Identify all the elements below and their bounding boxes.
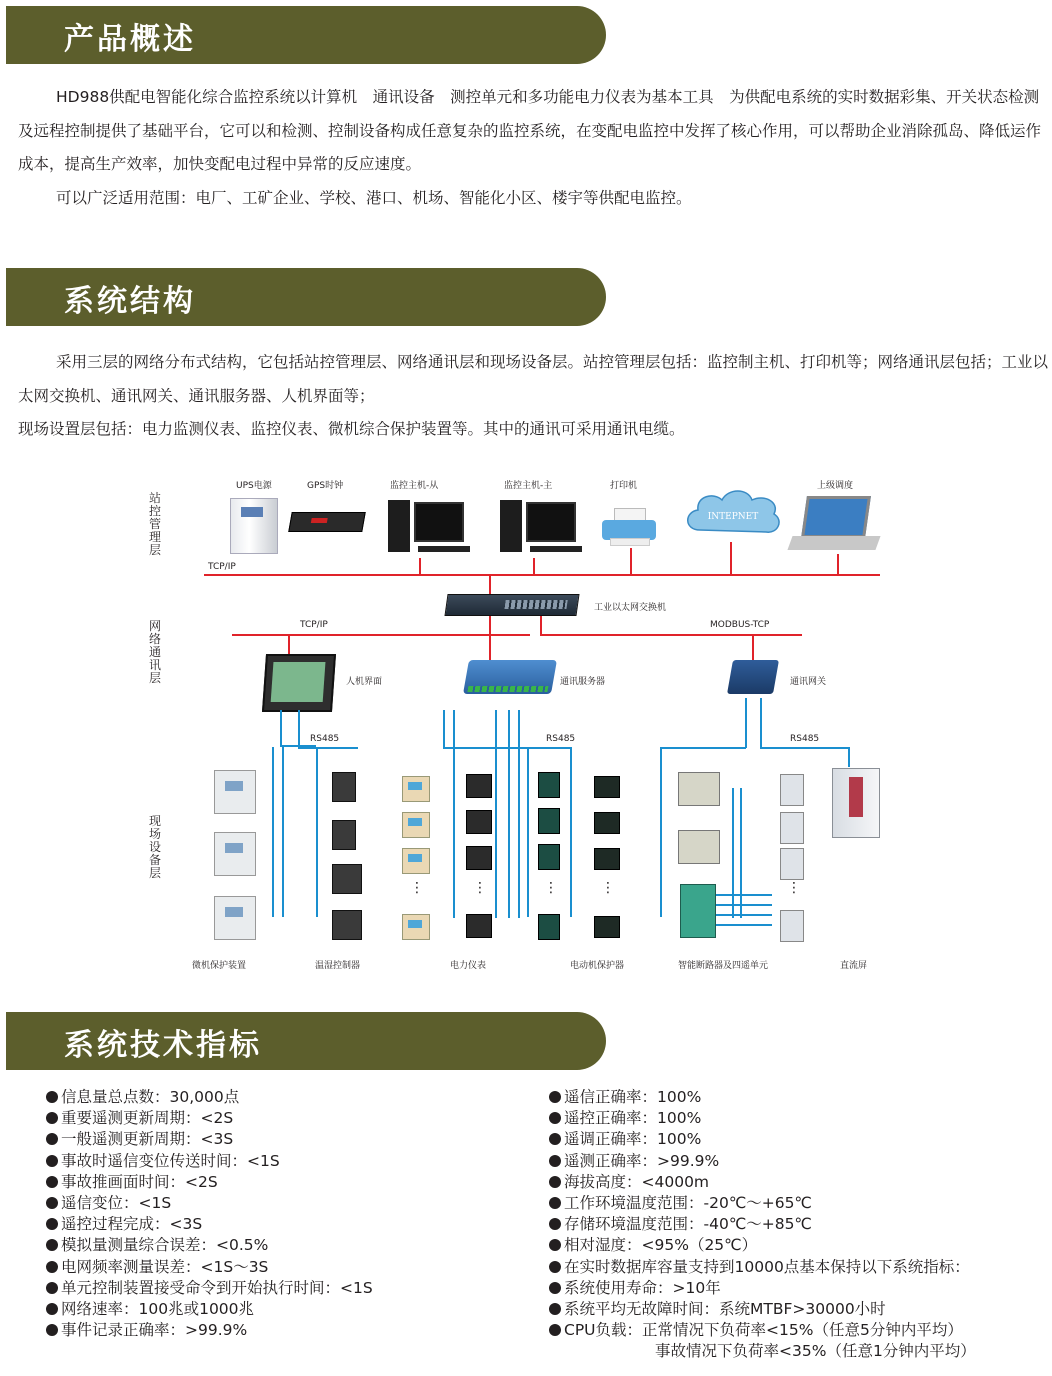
network-bus-right (540, 634, 802, 636)
bullet-icon (549, 1282, 561, 1294)
list-item (549, 1151, 976, 1172)
bullet-icon (46, 1133, 58, 1145)
device-label-ups: UPS电源 (236, 481, 272, 491)
layer-label-station: 站控管理层 (148, 491, 161, 557)
breaker-icon (680, 884, 716, 938)
laptop-icon (790, 496, 882, 554)
bus-drop (540, 616, 542, 636)
meter-icon (466, 810, 492, 834)
field-label-dc-panel: 直流屏 (840, 961, 868, 971)
meter-icon (538, 914, 560, 940)
spec-text: 电网频率测量误差：<1S～3S (61, 1257, 269, 1276)
bullet-icon (549, 1176, 561, 1188)
field-label-power-meter: 电力仪表 (450, 961, 487, 971)
bullet-icon (46, 1112, 58, 1124)
protocol-label: TCP/IP (208, 562, 236, 572)
rs485-line (660, 747, 746, 749)
paragraph: 现场设置层包括：电力监测仪表、监控仪表、微机综合保护装置等。其中的通讯可采用通讯电缆。 (18, 420, 685, 438)
bullet-icon (46, 1091, 58, 1103)
rs485-line (518, 747, 572, 749)
breaker-icon (780, 774, 804, 806)
cloud-icon (680, 486, 786, 542)
spec-text: 模拟量测量综合误差：<0.5% (61, 1236, 269, 1255)
bullet-icon (549, 1155, 561, 1167)
device-label-host-slave: 监控主机-从 (390, 481, 439, 491)
rs485-line (732, 788, 734, 918)
spec-text: 系统平均无故障时间：系统MTBF>30000小时 (564, 1300, 886, 1319)
list-item (549, 1299, 976, 1320)
protection-relay-icon (214, 896, 256, 940)
bus-drop (489, 616, 491, 636)
rs485-label: RS485 (546, 734, 576, 744)
meter-icon (538, 844, 560, 870)
meter-icon (332, 910, 362, 940)
spec-text: 遥信变位：<1S (61, 1194, 172, 1213)
bus-drop (630, 548, 632, 574)
spec-list-left (46, 1087, 373, 1341)
spec-text: 遥控过程完成：<3S (61, 1215, 203, 1234)
bullet-icon (549, 1197, 561, 1209)
rs485-line (443, 710, 445, 748)
bullet-icon (549, 1091, 561, 1103)
meter-icon (466, 846, 492, 870)
ups-icon (230, 498, 278, 554)
meter-icon (594, 776, 620, 798)
bullet-icon (46, 1155, 58, 1167)
network-bus-left (232, 634, 530, 636)
bullet-icon (549, 1133, 561, 1145)
meter-icon (402, 848, 430, 874)
meter-icon (332, 772, 356, 802)
meter-icon (466, 914, 492, 938)
section-title: 系统技术指标 (64, 1028, 262, 1063)
breaker-icon (780, 910, 804, 942)
list-item (46, 1278, 373, 1299)
list-item (549, 1235, 976, 1256)
meter-icon (402, 776, 430, 802)
list-item (46, 1257, 373, 1278)
rs485-line (518, 710, 520, 918)
paragraph: HD988供配电智能化综合监控系统以计算机 通讯设备 测控单元和多功能电力仪表为基本工具 为供配电系统的实时数据彩集、开关状态检测及远程控制提供了基础平台，它可以和检测、控制设备构成任意复杂的监控系统，在变配电监控中发挥了核心作用，可以帮助企业消除孤岛、降低运作成本，提高生产效率，加快变配电过程中异常的反应速度。 (18, 88, 1042, 173)
switch-icon (444, 594, 579, 616)
breaker-icon (678, 772, 720, 806)
bullet-icon (46, 1239, 58, 1251)
list-item (549, 1320, 976, 1341)
rs485-line (570, 747, 572, 917)
list-item (549, 1341, 976, 1362)
protocol-label: TCP/IP (300, 620, 328, 630)
spec-list-right (549, 1087, 976, 1363)
rs485-line (848, 747, 850, 767)
section-title: 系统结构 (64, 284, 196, 319)
rs485-line (660, 747, 662, 917)
rs485-line (298, 710, 300, 745)
spec-text: 网络速率：100兆或1000兆 (61, 1300, 255, 1319)
rs485-line (716, 904, 772, 906)
spec-text: 遥调正确率：100% (564, 1130, 702, 1149)
rs485-line (495, 710, 497, 918)
list-item (549, 1172, 976, 1193)
meter-icon (332, 864, 362, 894)
list-item (46, 1235, 373, 1256)
rs485-line (443, 747, 527, 749)
bullet-icon (46, 1303, 58, 1315)
device-label-host-master: 监控主机-主 (504, 481, 553, 491)
rs485-line (508, 710, 510, 918)
bus-drop (837, 554, 839, 574)
device-label-printer: 打印机 (610, 481, 638, 491)
structure-text (18, 346, 1048, 447)
bullet-icon (46, 1218, 58, 1230)
meter-icon (402, 914, 430, 940)
protocol-label: MODBUS-TCP (710, 620, 770, 630)
spec-text: 遥控正确率：100% (564, 1109, 702, 1128)
overview-text (18, 81, 1048, 215)
rs485-line (280, 710, 282, 745)
list-item (46, 1299, 373, 1320)
section-banner-overview (6, 6, 606, 64)
meter-icon (594, 916, 620, 938)
field-label-temp-humidity: 温湿控制器 (315, 961, 361, 971)
printer-icon (602, 508, 658, 546)
ellipsis: ⋮ (601, 880, 615, 896)
bullet-icon (46, 1324, 58, 1336)
dc-panel-icon (832, 768, 880, 838)
meter-icon (332, 820, 356, 850)
bullet-icon (46, 1261, 58, 1273)
rs485-line (760, 747, 850, 749)
rs485-line (453, 710, 455, 918)
ellipsis: ⋮ (787, 880, 801, 896)
paragraph: 可以广泛适用范围：电厂、工矿企业、学校、港口、机场、智能化小区、楼宇等供配电监控。 (56, 188, 692, 207)
list-item (549, 1278, 976, 1299)
bus-drop (419, 558, 421, 574)
rs485-line (527, 747, 529, 917)
section-title: 产品概述 (64, 22, 196, 57)
device-label-gateway: 通讯网关 (790, 677, 827, 687)
bus-drop (489, 576, 491, 594)
device-label-hmi: 人机界面 (346, 677, 383, 687)
list-item (46, 1193, 373, 1214)
list-item (549, 1087, 976, 1108)
system-architecture-diagram (140, 470, 900, 980)
bus-drop (730, 542, 732, 574)
rs485-label: RS485 (310, 734, 340, 744)
spec-text: 存储环境温度范围：-40℃～+85℃ (564, 1215, 812, 1234)
meter-icon (594, 848, 620, 870)
meter-icon (466, 774, 492, 798)
spec-text: 事故情况下负荷率<35%（任意1分钟内平均） (655, 1342, 976, 1361)
spec-text: 事故推画面时间：<2S (61, 1172, 218, 1191)
ellipsis: ⋮ (473, 880, 487, 896)
field-label-protection: 微机保护装置 (192, 961, 247, 971)
rs485-line (272, 747, 274, 917)
device-label-upper-dispatch: 上级调度 (817, 481, 854, 491)
spec-text: 遥测正确率：>99.9% (564, 1151, 720, 1170)
rs485-line (316, 747, 318, 917)
bus-drop (288, 636, 290, 654)
rs485-line (282, 747, 284, 917)
spec-text: 单元控制装置接受命令到开始执行时间：<1S (61, 1278, 373, 1297)
layer-label-field: 现场设备层 (148, 814, 161, 880)
spec-text: 遥信正确率：100% (564, 1088, 702, 1106)
ellipsis: ⋮ (410, 880, 424, 896)
gps-clock-icon (288, 512, 366, 532)
rs485-line (745, 698, 747, 748)
list-item (46, 1214, 373, 1235)
protection-relay-icon (214, 832, 256, 876)
spec-text: 信息量总点数：30,000点 (61, 1088, 240, 1106)
list-item (46, 1151, 373, 1172)
breaker-icon (678, 830, 720, 864)
computer-icon (500, 500, 584, 556)
spec-text: 事件记录正确率：>99.9% (61, 1321, 248, 1340)
spec-text: 在实时数据库容量支持到10000点基本保持以下系统指标： (564, 1257, 970, 1276)
bullet-icon (46, 1176, 58, 1188)
section-banner-specs (6, 1012, 606, 1070)
list-item (549, 1214, 976, 1235)
list-item (46, 1129, 373, 1150)
rs485-label: RS485 (790, 734, 820, 744)
ellipsis: ⋮ (544, 880, 558, 896)
bus-drop (533, 558, 535, 574)
rs485-line (298, 747, 358, 749)
field-label-breaker: 智能断路器及四遥单元 (678, 961, 769, 971)
spec-text: 重要遥测更新周期：<2S (61, 1109, 234, 1128)
list-item (46, 1108, 373, 1129)
rs485-line (760, 698, 762, 748)
bus-drop (752, 636, 754, 660)
gateway-icon (727, 660, 779, 694)
layer-label-network: 网络通讯层 (148, 619, 161, 685)
bullet-icon (549, 1261, 561, 1273)
bullet-icon (549, 1303, 561, 1315)
list-item (549, 1108, 976, 1129)
meter-icon (594, 812, 620, 834)
meter-icon (538, 808, 560, 834)
bullet-icon (549, 1239, 561, 1251)
bullet-icon (549, 1112, 561, 1124)
spec-text: 工作环境温度范围：-20℃～+65℃ (564, 1194, 812, 1213)
bullet-icon (549, 1218, 561, 1230)
spec-text: CPU负载：正常情况下负荷率<15%（任意5分钟内平均） (564, 1321, 963, 1340)
meter-icon (538, 772, 560, 798)
breaker-icon (780, 812, 804, 844)
list-item (549, 1129, 976, 1150)
paragraph: 采用三层的网络分布式结构，它包括站控管理层、网络通讯层和现场设备层。站控管理层包括：监控制主机、打印机等；网络通讯层包括；工业以太网交换机、通讯网关、通讯服务器、人机界面等； (18, 353, 1049, 405)
list-item (549, 1257, 976, 1278)
device-label-gps: GPS时钟 (307, 481, 344, 491)
cloud-label: INTEPNET (707, 512, 759, 522)
bullet-icon (46, 1197, 58, 1209)
list-item (46, 1320, 373, 1341)
spec-text: 事故时遥信变位传送时间：<1S (61, 1151, 280, 1170)
meter-icon (402, 812, 430, 838)
device-label-comm-server: 通讯服务器 (560, 677, 606, 687)
section-banner-structure (6, 268, 606, 326)
spec-text: 一般遥测更新周期：<3S (61, 1130, 234, 1149)
rs485-line (716, 914, 772, 916)
spec-text: 海拔高度：<4000m (564, 1172, 710, 1191)
computer-icon (388, 500, 472, 556)
list-item (46, 1172, 373, 1193)
breaker-icon (780, 848, 804, 880)
touch-panel-icon (262, 654, 336, 712)
list-item (46, 1087, 373, 1108)
field-label-motor-protector: 电动机保护器 (570, 961, 625, 971)
rs485-line (740, 788, 742, 918)
comm-server-icon (463, 660, 557, 694)
protection-relay-icon (214, 770, 256, 814)
bullet-icon (549, 1324, 561, 1336)
bullet-icon (46, 1282, 58, 1294)
station-bus (204, 574, 880, 576)
spec-text: 相对湿度：<95%（25℃） (564, 1236, 758, 1255)
switch-label: 工业以太网交换机 (594, 603, 667, 613)
list-item (549, 1193, 976, 1214)
rs485-line (716, 894, 772, 896)
rs485-line (716, 924, 772, 926)
spec-text: 系统使用寿命：>10年 (564, 1278, 721, 1297)
